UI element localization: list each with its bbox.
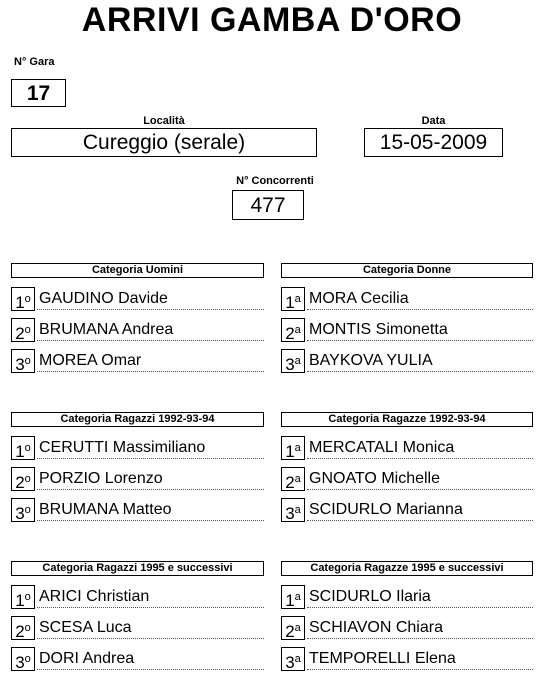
name-underline (37, 309, 264, 310)
athlete-firstname: Davide (118, 290, 168, 307)
position-number: 1 (15, 293, 25, 312)
position-ordinal: a (294, 355, 301, 367)
localita-value: Cureggio (serale) (11, 128, 317, 157)
athlete-firstname: YULIA (386, 352, 433, 369)
name-underline (307, 607, 533, 608)
athlete-firstname: Monica (402, 439, 455, 456)
ranking-row (11, 436, 264, 461)
athlete-surname: BRUMANA (39, 321, 119, 338)
position-box (281, 585, 305, 609)
position-number: 2 (15, 622, 25, 641)
athlete-name (39, 499, 172, 520)
ranking-row (281, 498, 533, 523)
position-box (11, 647, 35, 671)
name-underline (37, 458, 264, 459)
athlete-name (309, 499, 463, 520)
position-ordinal: a (294, 504, 301, 516)
athlete-firstname: Simonetta (375, 321, 448, 338)
name-underline (307, 489, 533, 490)
athlete-surname: SCHIAVON (309, 619, 392, 636)
concorrenti-label: N° Concorrenti (236, 175, 314, 187)
athlete-name (309, 586, 431, 607)
athlete-name (309, 288, 409, 309)
position-ordinal: o (24, 324, 31, 336)
athlete-firstname: Cecilia (360, 290, 409, 307)
position-box (281, 647, 305, 671)
category-title: Categoria Donne (281, 263, 533, 278)
position-box (281, 498, 305, 522)
athlete-name (39, 437, 205, 458)
position-ordinal: o (24, 355, 31, 367)
name-underline (307, 458, 533, 459)
athlete-surname: TEMPORELLI (309, 650, 411, 667)
athlete-name (39, 586, 149, 607)
category-title: Categoria Ragazze 1995 e successivi (281, 561, 533, 576)
athlete-surname: MOREA (39, 352, 97, 369)
athlete-firstname: Ilaria (396, 588, 431, 605)
position-ordinal: a (294, 653, 301, 665)
name-underline (307, 371, 533, 372)
athlete-surname: DORI (39, 650, 79, 667)
ranking-row (281, 616, 533, 641)
position-box (11, 467, 35, 491)
athlete-firstname: Andrea (121, 321, 174, 338)
position-ordinal: a (294, 442, 301, 454)
position-ordinal: a (294, 622, 301, 634)
position-number: 2 (285, 473, 295, 492)
athlete-surname: BRUMANA (39, 501, 119, 518)
position-box (11, 616, 35, 640)
athlete-surname: BAYKOVA (309, 352, 383, 369)
athlete-name (309, 648, 456, 669)
name-underline (37, 520, 264, 521)
position-ordinal: a (294, 324, 301, 336)
category-title: Categoria Uomini (11, 263, 264, 278)
athlete-firstname: Elena (414, 650, 456, 667)
ranking-row (281, 318, 533, 343)
position-number: 2 (15, 473, 25, 492)
name-underline (37, 638, 264, 639)
athlete-firstname: Luca (96, 619, 132, 636)
category-title: Categoria Ragazzi 1992-93-94 (11, 412, 264, 427)
name-underline (307, 340, 533, 341)
ranking-row (11, 318, 264, 343)
position-box (11, 498, 35, 522)
ranking-row (11, 349, 264, 374)
name-underline (37, 489, 264, 490)
athlete-surname: MORA (309, 290, 357, 307)
athlete-name (39, 617, 132, 638)
athlete-name (39, 288, 168, 309)
athlete-surname: GAUDINO (39, 290, 114, 307)
localita-label: Località (143, 115, 185, 127)
position-ordinal: o (24, 622, 31, 634)
data-value: 15-05-2009 (364, 128, 503, 157)
athlete-surname: MERCATALI (309, 439, 399, 456)
name-underline (37, 371, 264, 372)
athlete-firstname: Matteo (122, 501, 172, 518)
position-number: 1 (285, 442, 295, 461)
ranking-row (11, 467, 264, 492)
position-box (281, 287, 305, 311)
ranking-row (11, 647, 264, 672)
category-block (281, 561, 533, 672)
athlete-firstname: Chiara (395, 619, 443, 636)
gara-value: 17 (11, 79, 66, 107)
position-box (281, 318, 305, 342)
athlete-surname: CERUTTI (39, 439, 109, 456)
ranking-row (11, 616, 264, 641)
position-box (11, 436, 35, 460)
position-number: 1 (15, 442, 25, 461)
position-box (281, 436, 305, 460)
position-ordinal: o (24, 293, 31, 305)
name-underline (307, 669, 533, 670)
ranking-row (11, 287, 264, 312)
data-label: Data (421, 115, 446, 127)
position-number: 3 (15, 355, 25, 374)
position-ordinal: o (24, 504, 31, 516)
position-ordinal: a (294, 293, 301, 305)
position-number: 2 (15, 324, 25, 343)
position-ordinal: o (24, 473, 31, 485)
position-number: 3 (285, 355, 295, 374)
category-block (11, 412, 264, 523)
position-number: 3 (15, 653, 25, 672)
ranking-row (11, 498, 264, 523)
position-number: 3 (285, 653, 295, 672)
athlete-surname: SCIDURLO (309, 501, 392, 518)
ranking-row (281, 467, 533, 492)
position-box (11, 585, 35, 609)
athlete-name (39, 648, 134, 669)
position-number: 2 (285, 324, 295, 343)
category-block (11, 561, 264, 672)
position-ordinal: a (294, 591, 301, 603)
athlete-name (309, 350, 433, 371)
ranking-row (281, 287, 533, 312)
category-block (11, 263, 264, 374)
ranking-row (281, 436, 533, 461)
name-underline (37, 607, 264, 608)
athlete-surname: PORZIO (39, 470, 101, 487)
category-title: Categoria Ragazze 1992-93-94 (281, 412, 533, 427)
concorrenti-value: 477 (232, 190, 304, 220)
ranking-row (11, 585, 264, 610)
position-number: 2 (285, 622, 295, 641)
athlete-firstname: Michelle (381, 470, 440, 487)
athlete-surname: SCESA (39, 619, 93, 636)
athlete-name (309, 437, 454, 458)
name-underline (37, 669, 264, 670)
athlete-firstname: Andrea (82, 650, 135, 667)
athlete-name (309, 468, 440, 489)
athlete-firstname: Christian (86, 588, 150, 605)
position-number: 3 (285, 504, 295, 523)
athlete-name (309, 319, 448, 340)
category-title: Categoria Ragazzi 1995 e successivi (11, 561, 264, 576)
position-number: 3 (15, 504, 25, 523)
gara-label: N° Gara (14, 56, 55, 68)
position-ordinal: o (24, 591, 31, 603)
position-ordinal: o (24, 653, 31, 665)
athlete-surname: MONTIS (309, 321, 372, 338)
athlete-name (39, 319, 173, 340)
athlete-name (39, 350, 141, 371)
athlete-name (39, 468, 163, 489)
ranking-row (281, 349, 533, 374)
name-underline (307, 520, 533, 521)
page-title: ARRIVI GAMBA D'ORO (81, 1, 463, 39)
athlete-firstname: Marianna (396, 501, 463, 518)
name-underline (37, 340, 264, 341)
name-underline (307, 309, 533, 310)
position-box (281, 467, 305, 491)
position-number: 1 (15, 591, 25, 610)
athlete-name (309, 617, 443, 638)
athlete-surname: ARICI (39, 588, 82, 605)
position-ordinal: o (24, 442, 31, 454)
athlete-firstname: Omar (101, 352, 142, 369)
ranking-row (281, 585, 533, 610)
position-number: 1 (285, 293, 295, 312)
athlete-firstname: Massimiliano (112, 439, 206, 456)
athlete-surname: SCIDURLO (309, 588, 392, 605)
position-ordinal: a (294, 473, 301, 485)
position-box (281, 349, 305, 373)
category-block (281, 412, 533, 523)
position-box (281, 616, 305, 640)
ranking-row (281, 647, 533, 672)
position-number: 1 (285, 591, 295, 610)
position-box (11, 318, 35, 342)
category-block (281, 263, 533, 374)
position-box (11, 287, 35, 311)
athlete-surname: GNOATO (309, 470, 377, 487)
position-box (11, 349, 35, 373)
name-underline (307, 638, 533, 639)
athlete-firstname: Lorenzo (104, 470, 163, 487)
